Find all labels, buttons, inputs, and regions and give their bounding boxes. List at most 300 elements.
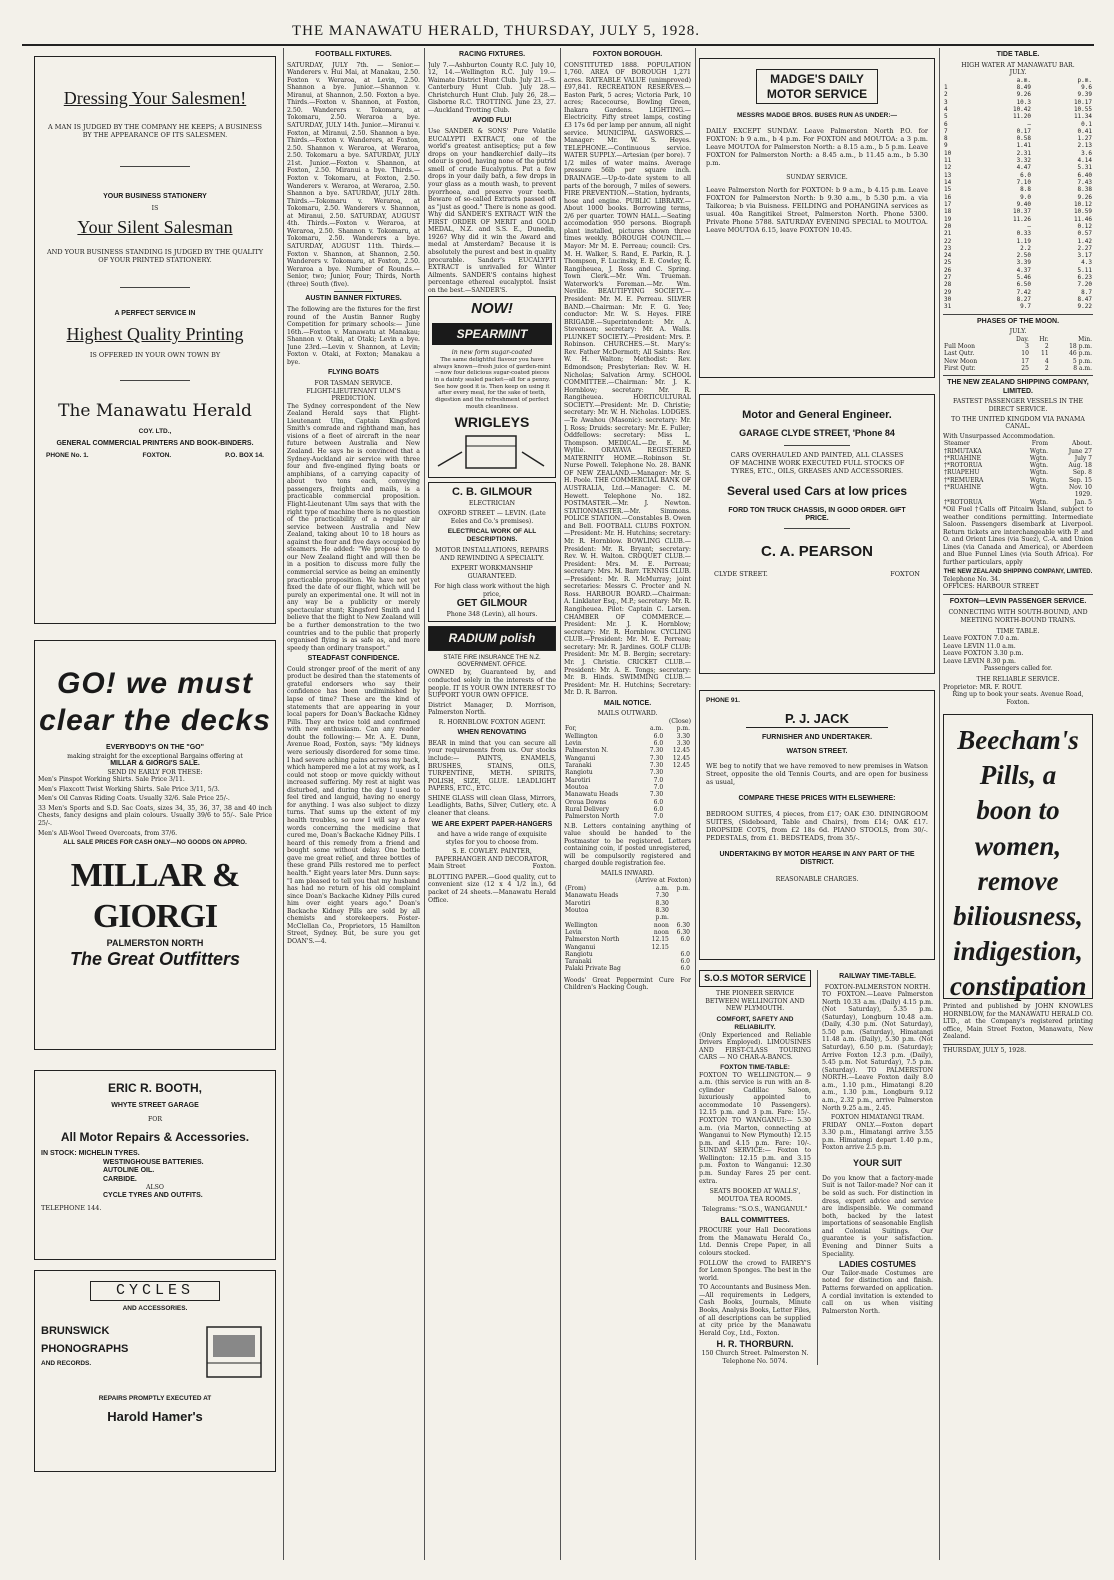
eric-booth-advert: [34, 1070, 276, 1260]
mail-row: [564, 769, 691, 776]
advert-line: YOUR BUSINESS STATIONERY: [103, 192, 207, 200]
advert-line: AUTOLINE OIL.: [103, 1167, 155, 1175]
mail-row-cell: p.m.: [676, 885, 690, 892]
advert-line: WHYTE STREET GARAGE: [111, 1101, 199, 1109]
article-body: Use SANDER & SONS' Pure Volatile EUCALYPTI EXTRACT, one of the world's greatest antiseptics; put a few drops on your handkerchief daily—its odour is good, having none of the putrid smell of crude Eucalyptus. Put a few drops in your daily bath, a few drops in your glass as a mouth wash, to prevent pyorrhoea, and preserve your teeth. Beware of so-called Extracts passed off as "just as good." There is none as good. Why did SANDER'S EXTRACT WIN the FIRST ORDER OF MERIT and GOLD MEDAL, N.Z. and S.S. E., Dunedin, 1926? Why did it win the Award and medal at Amsterdam? Because it is absolutely the purest and best in quality procurable. Sander's EUCALYPTI EXTRACT is unrivalled for Winter Ailments. SANDER'S contains highest percentage ethereal eucalyptol. Insist on the best.—SANDER'S.: [428, 128, 556, 294]
article-body: PROCURE your Hall Decorations from the Manawatu Herald Co., Ltd. Dennis Crepe Paper, in all colours stocked.: [699, 1227, 811, 1258]
advert-headline: YOUR SUIT: [852, 1157, 902, 1168]
advert-text: Do you know that a factory-made Suit is not Tailor-made? Nor can it be sold as such. For distinction in dress, expert advice and service are indispensible. We command both, backed by the latest importations of seasonable English and Colonial Suitings. Our guarantee is your satisfaction. Evening and Dinner Suits a Speciality.: [822, 1174, 933, 1258]
mail-row-cell: Wanganui: [565, 943, 596, 951]
moon-phases-table: [943, 336, 1093, 373]
po-box: P.O. BOX 14.: [225, 452, 264, 460]
mail-row-cell: Wanganui: [565, 754, 596, 762]
ship-row-cell: Sep. 8: [1072, 469, 1092, 477]
advert-line: SUNDAY SERVICE.: [786, 173, 848, 181]
ship-row-cell: Steamer: [944, 440, 970, 448]
tide-row-cell: 30: [944, 296, 952, 304]
article-heading: THE NEW ZEALAND SHIPPING COMPANY, LIMITED.: [943, 375, 1093, 396]
tide-row-cell: 19: [944, 215, 952, 223]
article-heading: FOXTON BOROUGH.: [592, 51, 663, 58]
moon-row: [943, 358, 1093, 365]
mails-inward-table: [564, 885, 691, 973]
advert-line: EXPERT WORKMANSHIP GUARANTEED.: [451, 565, 533, 580]
article-heading: MAIL NOTICE.: [603, 699, 652, 707]
ship-row-cell: Wgtn.: [1029, 498, 1049, 506]
article-subheading: THE NEW ZEALAND SHIPPING COMPANY, LIMITED.: [943, 568, 1093, 575]
mail-row-cell: [664, 806, 691, 813]
advert-line: OXFORD STREET — LEVIN. (Late Eeles and Co.'s premises).: [438, 510, 546, 525]
tide-row-cell: 28: [944, 281, 952, 289]
article-body: CONSTITUTED 1888. POPULATION 1,760. AREA OF BOROUGH 1,271 acres. RATEABLE VALUE (unimproved) £97,841. RECREATION RESERVES.—Easton Park, 5 acres; Victoria Park, 10 acres; Racecourse, Bowling Green, Ihakara Gardens. LIGHTING.—Electricity. Fifty street lamps, costing £3 17s 6d per lamp per annum, all night service. MUNICIPAL GASWORKS.—Manager: Mr. W. S. Heyes. TELEPHONE.—Continuous service. WATER SUPPLY.—Artesian (per bore). 7 1/2 miles of water mains. Average pressure 56lb per square inch. DRAINAGE.—Up-to-date system to all parts of the borough, 7 miles of sewers. FIRE PREVENTION.—Station, hydrants, hose and engine. PUBLIC LIBRARY.—About 1000 books. Borrowing terms, 2/6 per quarter. TOWN HALL.—Seating accomodation 950 persons. Biograph plant installed, pictures shown three times weekly. BOROUGH COUNCIL.—Mayor: Mr M. E. Perreau; council: Crs. M. H. Walker, S. Rand, E. Parkin, R. J. Thompson, F. Lucinsky, E. E. Cowley, R. Rangiheuea, J. Ross and C. Spring. Town Clerk.—Mr. Wm. Trueman. Waterwork's Foreman.—Mr. Wm. Neville. BEAUTIFYING SOCIETY.—President: Mr. M. E. Perreau. SILVER BAND.—Chairman: Mr. F. G. Yeo; conductor: Mr. W. S. Heyes. FIRE BRIGADE.—Superintendent: Mr. A. Stevenson; secretary: Mr. A. Walls. PLUNKET SOCIETY.—President: Mrs. P. Robinson. CHURCHES.—St. Mary's: Rev. Father McDermott; All Saints: Rev. W. H. Walton; Methodist: Rev. Edmondson; Presbyterian: Rev. W. H. Nicholas; Salvation Army. SCHOOL COMMITTEE.—Chairman: Mr. J. K. Hornblow; secretary: Mr. R. Rangiheuea. HORTICULTURAL SOCIETY.—President: Mr. D. Christie; secretary: Mr. W. H. Nicholas. LODGES.—Te Awahou (Masonic): secretary: Mr. J. Ross; Druids: secretary: Mr. E. Fuller; Oddfellows: secretary: Miss L. Thompson. MEDICAL.—Dr. E. M. Wyllie. ORAYAVA REGISTERED MATERNITY HOME.—Robinson St. Nurse Powell. Telephone No. 28. BANK OF NEW ZEALAND.—Manager: Mr. S. H. Poole. THE COMMERCIAL BANK OF AUSTRALIA, Ltd.—Manager: C. M. Hewett. Telephone No. 182. POSTMASTER.—Mr. J. Newton. STATIONMASTER.—Mr. Simmons. POLICE STATION.—Constables B. Owen and Bell. FOOTBALL CLUBS FOXTON.—President: Mr. H. Hutchins; secretary: Mr. R. Hornblow. BOWLING CLUB.—President: Mr. R. Bryant; secretary: Rev. W. H. Walton. CROQUET CLUB.—President: Mrs. M. E. Perreau; secretary: Mrs. M. Barr. TENNIS CLUB.—President: Mr. R. McMurray; joint secretaries: Messrs C. Procter and N. Ross. HARBOUR BOARD.—Chairman: A. Linklater Esq., M.P.; secretary: Mr. R. Rangiheuea. Pilot: Captain C. Larsen. CHAMBER OF COMMERCE.—President: Mr. J. K. Hornblow; secretary: Mr. R. Hornblow. CYCLING CLUB.—President: Mr. M. E. Perreau; secretary: Mr. R. Jardines. GOLF CLUB: President: Mr. M. B. Bergin; secretary: Mr. J. Christie. CRICKET CLUB.—President: Mr. A. E. Tongs; secretary: Mr. B. Hinds. SWIMMING CLUB.—President: Mr. H. Hutchins; Secretary: Mr. D. R. Barron.: [564, 61, 691, 697]
advert-address: [714, 571, 920, 579]
article-body: With Unsurpassed Accommodation.: [943, 432, 1055, 440]
mail-row-cell: Moutoa: [565, 783, 589, 791]
tide-row-cell: 4.47: [1016, 164, 1032, 172]
advert-line: SEATS BOOKED AT WALLS', MOUTOA TEA ROOMS.: [709, 1188, 801, 1203]
mail-row: [564, 740, 691, 747]
advert-line: Ring up to book your seats. Avenue Road, Foxton.: [952, 691, 1084, 706]
millar-giorgi-advert: [34, 640, 276, 1050]
ship-row: [943, 477, 1093, 484]
mail-row: [564, 806, 691, 813]
advert-text: Leave Palmerston North for FOXTON: b 9 a.m., b 4.15 p.m. Leave FOXTON for Palmerston North: b 9.30 a.m., b 5.30 p.m. a via Taikorea; b via Buisness. FEILDING and POHANGINA services as usual. 40a Rangitikei Street, Palmerston North. Phone 5300. Private Phone 5788. SATURDAY EVENING SPECIAL to MOUTOA. Leave MOUTOA 6.15, leave FOXTON 10.45.: [706, 186, 928, 234]
mail-row: [564, 762, 691, 769]
mail-row: [564, 944, 691, 951]
advert-line: IS: [151, 205, 159, 213]
wrigleys-logo: WRIGLEYS: [454, 414, 530, 431]
tide-row-cell: 9.26: [1077, 193, 1092, 201]
article-subheading: FOXTON HIMATANGI TRAM.: [830, 1114, 925, 1122]
moon-row-cell: 25: [1021, 365, 1029, 372]
article-subheading: FLIGHT-LIEUTENANT ULM'S PREDICTION.: [306, 387, 401, 403]
phone-number: PHONE No. 1.: [46, 452, 89, 460]
tide-row-cell: 6.40: [1077, 171, 1092, 179]
tide-row-cell: a.m.: [1016, 76, 1032, 84]
advert-line: THE RELIABLE SERVICE.: [976, 675, 1060, 683]
tide-row-cell: 2.2: [1020, 244, 1032, 252]
tide-row-cell: 10.59: [1073, 208, 1092, 216]
moon-row-cell: 11: [1041, 350, 1049, 358]
moon-row-cell: 18 p.m.: [1069, 343, 1092, 351]
article-body: TO FOXTON.—Leave Palmerston North 10.33 a.m. (Daily) 4.15 p.m. (Not Saturday), 5.35 p.m. (Saturday), Longburn 10.48 a.m. (Daily, 4.30 p.m. (Not Saturday), 5.50 p.m. (Saturday), Himatangi 11.48 a.m. (Daily), 5.30 p.m. (Not Saturday), 6.50 p.m. (Saturday); Arrive Foxton 12.3 p.m. (Daily), 5.45 p.m. Not Saturday), 7.5 p.m. (Saturday). TO PALMERSTON NORTH.—Leave Foxton daily 8.0 a.m., 1.10 p.m., Himatangi 8.20 a.m., 1.30 p.m., Longburn 9.12 a.m., 2.32 p.m., arrive Palmerston North 9.25 a.m., 2.45.: [822, 991, 933, 1112]
advert-headline: Highest Quality Printing: [66, 324, 244, 345]
article-body: District Manager, D. Morrison, Palmerston North.: [428, 701, 556, 717]
tide-row-cell: 16: [944, 193, 952, 201]
ship-row-cell: Wgtn.: [1029, 447, 1049, 455]
mail-row-cell: Marotiri: [565, 776, 591, 784]
column-6: [943, 48, 1093, 1558]
advert-headline: LADIES COSTUMES: [839, 1260, 916, 1270]
mail-row-cell: 3.30: [676, 740, 690, 748]
advert-headline: Motor and General Engineer.: [742, 409, 892, 421]
article-heading: AUSTIN BANNER FIXTURES.: [305, 295, 402, 303]
divider: [120, 380, 190, 381]
mail-row-cell: 8.30: [655, 899, 669, 907]
tide-row: [943, 164, 1093, 171]
advert-text: FOXTON TO WELLINGTON.— 9 a.m. (this service is run with an 8-cylinder Cadillac Saloon, luxuriously appointed to accommodate 10 Passengers). 12.15 p.m. and 3 p.m. Fare: 15/-. FOXTON TO WANGANUI:— 5.30 a.m. (via Marton, connecting at Wanganui to New Plymouth) 12.15 p.m. and 4.15 p.m. Fare: 10/-. SUNDAY SERVICE:— Foxton to Wellington: 12.15 p.m. and 3.15 p.m. Foxton to Wanganui: 12.30 p.m. Sunday Fares 25 per cent. extra.: [699, 1071, 811, 1185]
mail-row-cell: 12.45: [672, 762, 690, 769]
advert-line: MESSRS MADGE BROS. BUSES RUN AS UNDER:—: [736, 112, 898, 120]
tide-row: [943, 252, 1093, 259]
moon-row-cell: First Qutr.: [944, 365, 976, 372]
article-subheading: FASTEST PASSENGER VESSELS IN THE DIRECT SERVICE.: [953, 398, 1083, 413]
sale-item: Men's Pinspot Working Shirts. Sale Price 3/11.: [38, 776, 185, 784]
article-heading: WE ARE EXPERT PAPER-HANGERS: [431, 820, 553, 828]
tide-row-cell: 8.38: [1077, 186, 1092, 194]
moon-row-cell: 10: [1021, 350, 1029, 358]
tide-row-cell: 10.12: [1073, 200, 1092, 208]
advert-text: WE beg to notify that we have removed to new premises in Watson Street, opposite the old Tennis Courts, and are open for business as usual,: [706, 761, 928, 786]
article-body: Could stronger proof of the merit of any product be desired than the statements of grateful endorsers who say their confidence has been undiminished by lapse of time? These are the kind of statements that are appearing in your local papers for Doan's Backache Kidney Pills. They are twice told and confirmed with new enthusiasm. Can any reader doubt the following:— Mr. A. E. Dunn, Avenue Road, Foxton, says: "My kidneys were seriously disordered for some time. I had severe aching pains across my back, which hampered me a lot at my work, as I could not stoop or move quickly without increased suffering. My rest at night was disturbed, and during the day I used to feel tired and languid, having no energy for anything. I was also subject to dizzy turns. That sums up the extent of my health troubles, so now I will say a few words concerning the medicine that cured me, Doan's Backache Kidney Pills. I heard of this remedy from a friend and bought some without delay. One bottle gave me great relief, and three bottles of these grand Pills restored me to perfect health." Eight years later Mrs. Dunn says: "I am pleased to tell you that my husband has had no return of his old complaint since Doan's Backache Kidney Pills cured him over eight years ago." Doan's Backache Kidney Pills are sold by all chemists and storekeepers. Foster-McClellan Co., Proprietors, 15 Hamilton Street, Sydney. But, be sure you get DOAN'S.—4.: [287, 665, 420, 945]
mail-row-cell: [664, 791, 691, 798]
tide-row-cell: 7.43: [1077, 179, 1092, 187]
advert-line: SEND IN EARLY FOR THESE:: [107, 768, 203, 776]
radium-polish-advert: RADIUM polish: [428, 626, 556, 651]
tide-row-cell: —: [1027, 120, 1032, 128]
advert-line: For high class work without the high price,: [434, 583, 550, 598]
advert-line: R. HORNBLOW. FOXTON AGENT.: [438, 718, 546, 726]
advert-headline: The Manawatu Herald: [58, 401, 252, 422]
mail-row-cell: noon: [653, 921, 669, 929]
tide-row-cell: 2: [944, 91, 948, 99]
mail-row-cell: 6.0: [653, 740, 664, 748]
tide-row-cell: 7.42: [1016, 288, 1032, 296]
article-body: July 7.—Ashburton County R.C. July 10, 12, 14.—Wellington R.C. July 19.—Waimate District Hunt Club. July 21.—S. Canterbury Hunt Club. July 28.—Christchurch Hunt Club. July 26, 28.—Gisborne R.C. TROTTING. June 23, 27.—Auckland Trotting Club.: [428, 61, 556, 114]
sale-item: Men's Oil Canvas Riding Coats. Usually 32/6. Sale Price 25/-.: [38, 795, 230, 803]
mail-row-cell: Rangiotu: [565, 950, 593, 958]
advert-line: MOTOR INSTALLATIONS, REPAIRS AND REWINDING A SPECIALTY.: [435, 547, 549, 562]
divider: [334, 291, 374, 292]
mail-row-cell: Palmerston North: [565, 813, 620, 821]
moon-row-cell: 3: [1025, 343, 1029, 351]
hamer-advert: [34, 1270, 276, 1472]
tide-row-cell: 6.50: [1016, 281, 1032, 289]
tide-row-cell: 10: [944, 149, 952, 157]
advert-line: making straight for the exceptional Bargains offering at: [67, 752, 243, 760]
article-body: FRIDAY ONLY.—Foxton depart 3.30 p.m., Himatangi arrive 3.55 p.m. Himatangi depart 1.40 p.m., Foxton arrive 2.5 p.m.: [822, 1121, 933, 1152]
mail-row-cell: [670, 892, 691, 899]
mail-row-cell: 7.30: [649, 762, 664, 769]
moon-row: [943, 350, 1093, 357]
ship-row-cell: †RUAPEHU: [944, 469, 980, 477]
ship-row-cell: June 27: [1068, 447, 1092, 455]
mail-row-cell: Taranaki: [565, 958, 592, 966]
article-subheading: FOR TASMAN SERVICE.: [314, 379, 393, 387]
mail-row-cell: Oroua Downs: [565, 798, 607, 806]
madge-advert: [699, 58, 935, 378]
article-body: OWNED by, Guaranteed by, and conducted solely in the interests of the people. IT IS YOUR OWN INTEREST TO SUPPORT YOUR OWN OFFICE.: [428, 669, 556, 700]
advert-headline: Harold Hamer's: [107, 1409, 203, 1425]
beechams-slogan: Beecham's Pills, a boon to women, remove biliousness, indigestion, constipation: [950, 725, 1087, 1001]
tide-row-cell: 0.41: [1077, 127, 1092, 135]
article-heading: STATE FIRE INSURANCE THE N.Z. GOVERNMENT. OFFICE.: [443, 654, 541, 669]
tide-row-cell: 20: [944, 222, 952, 230]
tide-row-cell: 0.58: [1016, 135, 1032, 143]
mail-row-cell: 12.45: [672, 747, 690, 755]
article-body: TO Accountants and Business Men. —All requirements in Ledgers, Cash Books, Journals, Minute Books, Analysis Books, Letter Files, of all descriptions can be supplied at city price by the Manawatu Herald Coy., Ltd., Foxton.: [699, 1284, 812, 1337]
mail-row-cell: 6.30: [676, 921, 690, 929]
moon-row-cell: New Moon: [944, 357, 978, 365]
column-rule: [560, 48, 561, 1560]
ship-row-cell: †RIMUTAKA: [944, 447, 982, 455]
column-5: [699, 48, 935, 1558]
column-2: [287, 48, 420, 1558]
moon-row-cell: 17: [1021, 357, 1029, 365]
mail-row-cell: Wellington: [565, 732, 598, 740]
mail-row-cell: [664, 784, 691, 791]
moon-row-cell: Last Qutr.: [944, 350, 975, 358]
advert-text: The same delightful flavour you have always known—fresh juice of garden-mint—now four delicious sugar-coated pieces in a dainty sealed packet—all for a penny. See how good it is. Then keep on using it after every meal, for the sake of teeth, digestion and the refreshment of perfect mouth cleanliness.: [433, 356, 551, 410]
sos-column: [699, 970, 811, 1365]
tide-row-cell: 13: [944, 171, 952, 179]
tide-row: [943, 179, 1093, 186]
tide-row-cell: 7.10: [1016, 179, 1032, 187]
article-body: SHINE GLASS will clean Glass, Mirrors, Leadlights, Baths, Silver, Cutlery, etc. A cleaner that cleans.: [428, 794, 556, 817]
mail-row-cell: Rural Delivery: [565, 805, 610, 813]
tide-row-cell: 3: [944, 98, 948, 106]
advert-line: 150 Church Street. Palmerston N. Telephone No. 5074.: [701, 1350, 809, 1365]
ship-row: [943, 462, 1093, 469]
divider: [784, 445, 851, 446]
tide-row-cell: 8.47: [1077, 296, 1092, 304]
ship-row-cell: Sep. 15: [1069, 476, 1092, 484]
tide-row: [943, 201, 1093, 208]
tide-row-cell: 3.32: [1016, 157, 1032, 165]
tide-row-cell: 6.23: [1077, 274, 1092, 282]
sale-item: ALL SALE PRICES FOR CASH ONLY—NO GOODS ON APPRO.: [63, 839, 247, 847]
article-body: N.B. Letters containing anything of value should be handed to the Postmaster to be registered. Letters containing coin, if posted unregistered, will be compulsorily registered and charged double registration fee.: [564, 822, 691, 868]
timetable-row: Leave LEVIN 8.30 p.m.: [943, 657, 1017, 665]
article-subheading: TO THE UNITED KINGDOM VIA PANAMA CANAL.: [951, 415, 1085, 431]
mail-row: [564, 951, 691, 958]
article-subheading: JULY.: [1009, 69, 1027, 77]
town: FOXTON.: [142, 452, 172, 460]
tide-row: [943, 113, 1093, 120]
town: Foxton.: [532, 863, 556, 871]
tide-row-cell: 9.40: [1016, 200, 1032, 208]
ship-row-cell: From: [1031, 440, 1049, 448]
advert-line: FOXTON TIME-TABLE:: [720, 1063, 790, 1071]
tide-row: [943, 91, 1093, 98]
advert-headline: Several used Cars at low prices: [726, 484, 908, 499]
mail-row-cell: Palaki Private Bag: [565, 965, 621, 973]
article-heading: PHASES OF THE MOON.: [943, 314, 1093, 327]
mail-row-cell: 6.0: [653, 732, 664, 740]
mail-row-cell: Palmerston North: [565, 936, 620, 944]
go-banner: GO! we must clear the decks: [39, 667, 271, 737]
advert-line: AND RECORDS.: [41, 1360, 92, 1368]
tide-row-cell: 11.26: [1012, 215, 1032, 223]
advert-line: COY. LTD.,: [138, 427, 172, 435]
timetable-row: Leave LEVIN 11.0 a.m.: [943, 642, 1016, 650]
article-body: The following are the fixtures for the first round of the Austin Banner Rugby Competition for primary schools:— June 16th.—Foxton v. Manawatu at Manakau; Shannon v. Otaki, at Otaki; Levin a bye. June 23rd.—Levin v. Shannon, at Levin; Foxton v. Otaki, at Foxton; Manakau a bye.: [287, 305, 420, 366]
tide-row-cell: 4: [944, 105, 948, 113]
column-1: [34, 48, 276, 1558]
moon-row: [943, 365, 1093, 372]
tide-row-cell: 4.37: [1016, 266, 1032, 274]
tide-row-cell: 4.14: [1077, 157, 1092, 165]
pj-jack-advert: [699, 690, 935, 960]
ship-row-cell: Nov. 10: [1069, 484, 1092, 492]
tide-row-cell: 1: [944, 83, 948, 91]
mail-row-cell: Manawatu Heads: [565, 791, 619, 799]
phone-number: PHONE 91.: [706, 697, 740, 704]
mail-row-cell: 6.0: [680, 958, 690, 966]
advert-line: PALMERSTON NORTH: [106, 937, 204, 948]
ship-row: [943, 440, 1093, 447]
article-subheading: FOXTON-PALMERSTON NORTH.: [824, 983, 931, 991]
mail-row-cell: 6.0: [653, 805, 664, 813]
article-body: The Sydney correspondent of the New Zealand Herald says that Flight-Lieutenant Ulm, Captain Kingsford Smith's comrade and righthand man, has visions of a fleet of aircraft in the near future between Australia and New Zealand. He says he is convinced that a Sydney-Auckland air service with three four and five-engined flying boats or amphibians, of a carrying capacity of about two tons each, conveying passengers, freights and mails, is a practicable commercial proposition. Flight-Lieutenant Ulm says that with the right type of machine there is no question of the practicability of a regular air service between Australia and New Zealand, taking about 10 to 18 hours as against the four and five days occupied by steamers. He added: "We propose to do our New Zealand flight and will then be in a position to discuss more fully the commercial service as being an eminently practicable proposition. We have not yet fixed the date of our flight, which will be purely an experimental one. It will not in any way be a publicity or merely spectacular stunt; Kingsford Smith and I believe that the flight to New Zealand will be a further demonstration to the two countries and to the public that properly organised flying is as safe as, and more speedy than ordinary transport.": [287, 402, 420, 652]
advert-headline: Dressing Your Salesmen!: [63, 88, 247, 108]
tide-row-cell: 5: [944, 113, 948, 121]
tide-row-cell: 0.17: [1016, 127, 1032, 135]
mail-row-cell: Rangiotu: [565, 769, 593, 777]
ship-row-cell: Wgtn.: [1029, 476, 1049, 484]
mail-row: [564, 885, 691, 892]
tide-row: [943, 99, 1093, 106]
moon-row-cell: 2: [1044, 365, 1049, 372]
advert-text: BEDROOM SUITES, 4 pieces, from £17; OAK £30. DININGROOM SUITES, (Sideboard, Table and Chairs), from £14; OAK £17. DROPSIDE COTS, from £2 18s 6d. PIANO STOOLS, from 30/-. PEDESTALS, from £1. BEDSTEADS, from 35/-.: [706, 810, 928, 842]
advert-headline: MADGE'S DAILY MOTOR SERVICE: [756, 69, 878, 104]
mail-row-cell: 7.30: [649, 791, 664, 799]
article-body: FOLLOW the crowd to FAIREY'S for Lemon Sponges. The best in the world.: [699, 1259, 811, 1282]
tide-row: [943, 135, 1093, 142]
imprint: Printed and published by JOHN KNOWLES HORNBLOW, for the MANAWATU HERALD CO. LTD., at the Company's registered printing office, Main Street Foxton, Manawatu, New Zealand.: [943, 1003, 1093, 1041]
mail-row-cell: [670, 907, 691, 914]
mail-row: [564, 900, 691, 907]
town: FOXTON: [890, 570, 920, 579]
moon-row: [943, 336, 1093, 343]
mail-row-cell: Taranaki: [565, 762, 592, 769]
mail-row-cell: [670, 914, 691, 921]
mail-row-cell: p.m.: [676, 725, 690, 733]
mail-row-cell: [643, 958, 669, 965]
article-body: OFFICES: HARBOUR STREET: [943, 583, 1039, 591]
tide-row-cell: 31: [944, 303, 952, 311]
tide-row-cell: 10.3: [1016, 98, 1032, 106]
advert-line: WATSON STREET.: [786, 748, 848, 756]
mail-row: [564, 907, 691, 914]
tide-row-cell: 10.55: [1073, 105, 1092, 113]
advert-line: UNDERTAKING BY MOTOR HEARSE IN ANY PART OF THE DISTRICT.: [719, 850, 915, 867]
spearmint-advert: [428, 296, 556, 478]
tide-row-cell: 2.31: [1016, 149, 1032, 157]
ship-row-cell: July 7: [1074, 454, 1092, 462]
advert-text: AND YOUR BUSINESS STANDING IS JUDGED BY THE QUALITY OF YOUR PRINTED STATIONERY.: [46, 247, 264, 264]
article-heading: FLYING BOATS: [328, 369, 379, 377]
masthead: [0, 14, 1114, 48]
mail-row-cell: 6.0: [680, 965, 690, 973]
article-subheading: CONNECTING WITH SOUTH-BOUND, AND MEETING NORTH-BOUND TRAINS.: [948, 609, 1088, 625]
tide-row-cell: 8.27: [1016, 296, 1032, 304]
ship-row: [943, 491, 1093, 498]
tide-row-cell: 27: [944, 274, 952, 282]
mail-row-cell: Manawatu Heads: [565, 892, 619, 900]
tide-row-cell: [943, 77, 971, 84]
advert-text: (Only Experienced and Reliable Drivers Employed). LIMOUSINES AND FIRST-CLASS TOURING CARS — NO CHAR-A-BANCS.: [699, 1031, 811, 1062]
mail-row-cell: noon: [653, 928, 669, 936]
mail-row-cell: Moutoa: [565, 906, 589, 914]
advert-line: S. E. COWLEY. PAINTER, PAPERHANGER AND DECORATOR,: [435, 848, 549, 863]
mail-row: [564, 747, 691, 754]
column-3: [428, 48, 556, 1558]
tide-row-cell: 17: [944, 200, 952, 208]
tide-row-cell: 22: [944, 237, 952, 245]
tide-row-cell: 0.1: [1081, 120, 1092, 128]
tide-row-cell: p.m.: [1077, 76, 1092, 84]
ship-row-cell: 1929.: [1074, 491, 1092, 499]
sale-item: 33 Men's Sports and S.D. Sac Coats, sizes 34, 35, 36, 37, 38 and 40 inch Chests, fancy designs and plain colours. Usually 39/6 to 55/-. Sale Price 25/-.: [38, 804, 272, 827]
advert-line: FURNISHER AND UNDERTAKER.: [761, 733, 873, 741]
mail-row-cell: 7.30: [649, 747, 664, 755]
advert-line: CARBIDE.: [103, 1175, 137, 1183]
tide-row-cell: 9.6: [1081, 83, 1092, 91]
tide-row: [943, 245, 1093, 252]
tide-row-cell: 4.3: [1081, 259, 1092, 267]
advert-headline: BRUNSWICK: [41, 1325, 110, 1338]
article-body: BEAR in mind that you can secure all your requirements from us. Our stocks include:— PAINTS, ENAMELS, BRUSHES, STAINS, OILS, TURPENTINE, METH. SPIRITS, POLISH, SIZE, GLUE. LEADLIGHT PAPERS, ETC., ETC.: [428, 739, 556, 793]
advert-headline: P. J. JACK: [746, 711, 888, 728]
tide-row-cell: 5.31: [1077, 164, 1092, 172]
tide-row-cell: 6: [944, 120, 948, 128]
advert-headline: ERIC R. BOOTH,: [107, 1081, 202, 1095]
mail-row: [564, 799, 691, 806]
advert-text: DAILY EXCEPT SUNDAY. Leave Palmerston North P.O. for FOXTON: b 9 a.m., b 4 p.m. For FOXTON and MOUTOA: a 3 p.m. Leave MOUTOA for Palmerston North: a 8.15 a.m., b 5 p.m. Leave FOXTON for Palmerston North: a 8.45 a.m., b 11.45 a.m., b 5.30 p.m.: [706, 127, 928, 167]
advert-line: GENERAL COMMERCIAL PRINTERS AND BOOK-BINDERS.: [56, 439, 254, 447]
article-body: SATURDAY, JULY 7th. — Senior.—Wanderers v. Hui Mai, at Manakau, 2.50. Foxton v. Weraroa, at Levin, 2.50. Shannon a bye. Junior.—Shannon v. Miranui, at Shannon, 2.50. Foxton a bye. Thirds.—Foxton v. Shannon, at Foxton, 2.50. Wanderers v. Tokomaru, at Tokomaru, 2.50. Weraroa a bye. SATURDAY, JULY 14th. Junior.—Miranui v. Foxton, at Miranui, 2.50. Shannon a bye. Thirds.—Foxton v. Wanderers, at Foxton, 2.50. Shannon v. Weraroa, at Weraroa, 2.50. Tokomaru a bye. SATURDAY, JULY 21st. Junior.—Foxton v. Shannon, at Foxton, 2.50. Miranui a bye. Thirds.—Foxton v. Tokomaru, at Foxton, 2.50. Wanderers v. Weraroa, at Weraroa, 2.50. Shannon a bye. SATURDAY, JULY 28th. Thirds.—Tokomaru v. Weraroa, at Tokomaru, 2.50. Wanderers v. Shannon, at Miranui, 2.50. SATURDAY, AUGUST 4th. Thirds.—Foxton v. Weraroa, at Weraroa, 2.50. Shannon v. Tokomaru, at Tokomaru, 2.50. Wanderers a bye. SATURDAY, AUGUST 11th. Thirds.—Foxton v. Shannon, at Shannon, 2.50. Wanderers v. Tokomaru, at Foxton, 2.50. Weraroa a bye. Number of Rounds.—Senior, two; Junior, Four; Thirds, North (three) South (five).: [287, 61, 420, 288]
tide-row-cell: 0.57: [1077, 230, 1092, 238]
tide-row-cell: 2.13: [1077, 142, 1092, 150]
tide-row: [943, 274, 1093, 281]
ship-row-cell: Wgtn.: [1029, 469, 1049, 477]
ship-row: [943, 499, 1093, 506]
ship-row-cell: †*ROTORUA: [944, 462, 983, 470]
mail-row: [564, 922, 691, 929]
moon-row-cell: 4: [1044, 357, 1049, 365]
advert-line: Proprietor: MR. F. ROUT.: [943, 683, 1022, 691]
tide-row-cell: 9.0: [1020, 193, 1032, 201]
column-4: [564, 48, 691, 1558]
mail-row-cell: [564, 914, 643, 921]
tide-row-cell: 8.49: [1016, 83, 1032, 91]
mail-row-cell: (From): [565, 885, 587, 892]
mail-row: [564, 936, 691, 943]
tide-row: [943, 238, 1093, 245]
ship-row: [943, 455, 1093, 462]
advert-text: CARS OVERHAULED AND PAINTED, ALL CLASSES OF MACHINE WORK EXECUTED FULL STOCKS OF TYRES, ETC., OILS, GREASES AND ACCESSORIES.: [729, 451, 905, 476]
moon-row-cell: 2: [1044, 343, 1049, 351]
advert-headline: Your Silent Salesman: [77, 216, 233, 237]
tide-row-cell: 24: [944, 252, 952, 260]
tide-row-cell: 26: [944, 266, 952, 274]
tide-row-cell: 9.7: [1020, 303, 1032, 311]
mail-row-cell: [643, 951, 669, 958]
advert-line: in new form sugar-coated: [451, 349, 533, 357]
tide-row-cell: 2.50: [1016, 252, 1032, 260]
page-title: THE MANAWATU HERALD, THURSDAY, JULY 5, 1928.: [292, 23, 700, 39]
divider: [784, 528, 851, 529]
tide-row: [943, 77, 1093, 84]
mail-row-cell: 12.45: [672, 754, 690, 762]
spearmint-logo: SPEARMINT: [432, 323, 552, 346]
tide-row: [943, 106, 1093, 113]
mail-row-cell: [664, 777, 691, 784]
mail-row-cell: Wellington: [565, 921, 598, 929]
tide-row-cell: 23: [944, 244, 952, 252]
advert-line: COMFORT, SAFETY AND RELIABILITY.: [716, 1015, 794, 1031]
advert-contact: [46, 452, 264, 460]
